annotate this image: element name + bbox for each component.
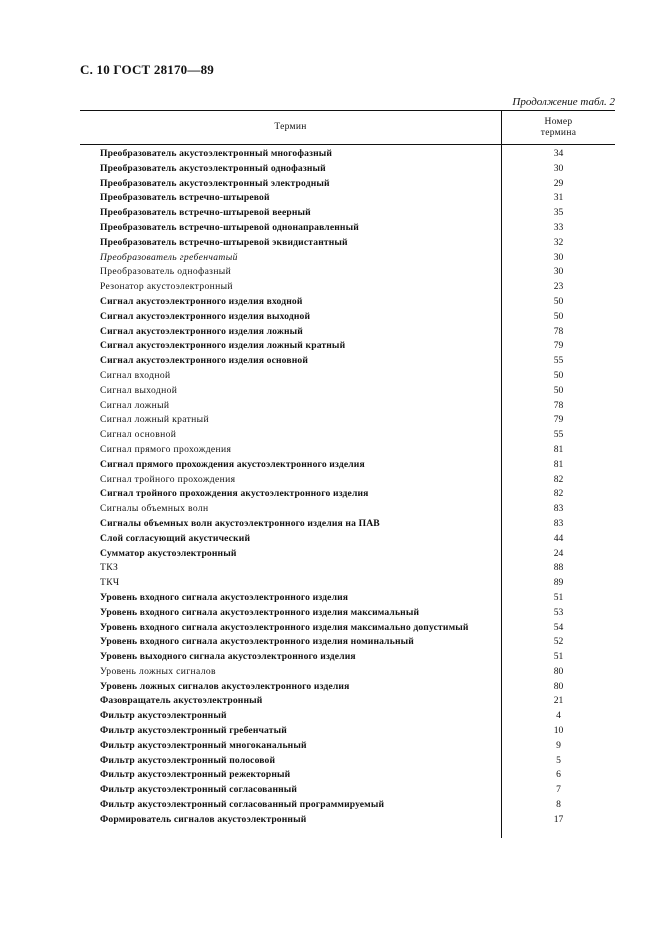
table-row: [80, 339, 615, 354]
term-number: 21: [553, 695, 564, 707]
term-text: Сигналы объемных волн: [100, 503, 209, 515]
table-row: [80, 532, 615, 547]
term-number: 82: [553, 488, 564, 500]
table-row: [80, 606, 615, 621]
term-text: Фильтр акустоэлектронный гребенчатый: [100, 725, 287, 737]
term-number: 89: [553, 577, 564, 589]
table-row: [80, 473, 615, 488]
term-number: 50: [553, 295, 564, 307]
table-row: [80, 813, 615, 828]
term-number: 30: [553, 251, 564, 263]
term-number: 5: [556, 754, 561, 766]
term-number: 80: [553, 665, 564, 677]
term-number: 78: [553, 325, 564, 337]
term-text: Уровень входного сигнала акустоэлектронного изделия номинальный: [100, 636, 414, 648]
term-text: Преобразователь встречно-штыревой эквидистантный: [100, 236, 348, 248]
table-row: [80, 783, 615, 798]
table-row: [80, 591, 615, 606]
table-continuation-label: Продолжение табл. 2: [512, 96, 615, 108]
table-row: [80, 694, 615, 709]
table-row: [80, 191, 615, 206]
term-text: Сигнал прямого прохождения акустоэлектронного изделия: [100, 458, 365, 470]
term-text: Сигнал акустоэлектронного изделия ложный: [100, 325, 303, 337]
term-number: 8: [556, 799, 561, 811]
term-text: Сигнал основной: [100, 429, 177, 441]
term-text: Фильтр акустоэлектронный согласованный программируемый: [100, 799, 385, 811]
column-header-number: [502, 112, 615, 144]
term-text: Преобразователь встречно-штыревой однонаправленный: [100, 221, 359, 233]
table-row: [80, 635, 615, 650]
term-text: Уровень ложных сигналов: [100, 665, 216, 677]
table-row: [80, 517, 615, 532]
term-text: Преобразователь гребенчатый: [100, 251, 238, 263]
table-row: [80, 502, 615, 517]
table-row: [80, 177, 615, 192]
term-text: Сигнал тройного прохождения акустоэлектронного изделия: [100, 488, 369, 500]
table-row: [80, 354, 615, 369]
term-number: 55: [553, 429, 564, 441]
term-number: 30: [553, 162, 564, 174]
term-number: 50: [553, 310, 564, 322]
term-text: Преобразователь акустоэлектронный электродный: [100, 177, 330, 189]
term-number: 51: [553, 651, 564, 663]
table-row: [80, 428, 615, 443]
table-row: [80, 147, 615, 162]
term-text: Сигнал акустоэлектронного изделия входной: [100, 295, 303, 307]
term-text: ТКЗ: [100, 562, 119, 574]
term-number: 81: [553, 458, 564, 470]
table-row: [80, 458, 615, 473]
term-text: Уровень входного сигнала акустоэлектронного изделия максимальный: [100, 606, 420, 618]
term-number: 81: [553, 443, 564, 455]
table-row: [80, 325, 615, 340]
term-text: Сигнал ложный: [100, 399, 170, 411]
term-text: Сигнал входной: [100, 369, 171, 381]
term-text: Преобразователь встречно-штыревой: [100, 192, 270, 204]
term-number: 80: [553, 680, 564, 692]
table-row: [80, 680, 615, 695]
column-header-term: Термин: [274, 122, 307, 132]
term-number: 78: [553, 399, 564, 411]
table-row: [80, 561, 615, 576]
table-row: [80, 665, 615, 680]
terms-table: [80, 110, 615, 838]
term-text: Уровень входного сигнала акустоэлектронного изделия: [100, 591, 349, 603]
table-row: [80, 739, 615, 754]
term-number: 4: [556, 710, 561, 722]
term-text: Фазовращатель акустоэлектронный: [100, 695, 263, 707]
term-number: 83: [553, 503, 564, 515]
term-text: Сигнал акустоэлектронного изделия выходной: [100, 310, 311, 322]
term-number: 23: [553, 281, 564, 293]
table-row: [80, 280, 615, 295]
term-text: Сигнал прямого прохождения: [100, 443, 232, 455]
table-row: [80, 621, 615, 636]
term-text: Фильтр акустоэлектронный режекторный: [100, 769, 291, 781]
table-row: [80, 399, 615, 414]
term-number: 50: [553, 384, 564, 396]
term-number: 7: [556, 784, 561, 796]
term-number: 55: [553, 355, 564, 367]
term-text: Сигнал ложный кратный: [100, 414, 209, 426]
table-row: [80, 162, 615, 177]
term-number: 10: [553, 725, 564, 737]
term-text: Фильтр акустоэлектронный полосовой: [100, 754, 276, 766]
table-row: [80, 724, 615, 739]
term-number: 34: [553, 148, 564, 159]
table-row: [80, 576, 615, 591]
term-number: 31: [553, 192, 564, 204]
table-row: [80, 768, 615, 783]
table-row: [80, 265, 615, 280]
term-number: 29: [553, 177, 564, 189]
term-number: 44: [553, 532, 564, 544]
term-text: Преобразователь акустоэлектронный многофазный: [100, 148, 333, 159]
term-number: 33: [553, 221, 564, 233]
term-number: 32: [553, 236, 564, 248]
term-text: Сигнал выходной: [100, 384, 178, 396]
term-number: 79: [553, 414, 564, 426]
column-header-number-line1: Номер: [544, 117, 573, 127]
term-text: Формирователь сигналов акустоэлектронный: [100, 813, 307, 825]
table-row: [80, 221, 615, 236]
term-text: Уровень ложных сигналов акустоэлектронного изделия: [100, 680, 350, 692]
table-body: [80, 147, 615, 828]
table-row: [80, 369, 615, 384]
term-text: Преобразователь акустоэлектронный однофазный: [100, 162, 326, 174]
term-text: Сигналы объемных волн акустоэлектронного изделия на ПАВ: [100, 517, 380, 529]
term-text: Фильтр акустоэлектронный многоканальный: [100, 739, 307, 751]
table-row: [80, 295, 615, 310]
term-text: Фильтр акустоэлектронный: [100, 710, 227, 722]
term-text: ТКЧ: [100, 577, 120, 589]
term-number: 83: [553, 517, 564, 529]
term-number: 88: [553, 562, 564, 574]
term-number: 52: [553, 636, 564, 648]
term-text: Сигнал тройного прохождения: [100, 473, 236, 485]
term-text: Уровень входного сигнала акустоэлектронного изделия максимально допустимый: [100, 621, 469, 633]
table-row: [80, 547, 615, 562]
table-row: [80, 709, 615, 724]
table-row: [80, 384, 615, 399]
table-row: [80, 650, 615, 665]
page-header: С. 10 ГОСТ 28170—89: [80, 62, 214, 77]
term-number: 82: [553, 473, 564, 485]
term-text: Резонатор акустоэлектронный: [100, 281, 233, 293]
term-number: 35: [553, 207, 564, 219]
term-number: 79: [553, 340, 564, 352]
table-row: [80, 487, 615, 502]
term-text: Преобразователь однофазный: [100, 266, 232, 278]
table-row: [80, 236, 615, 251]
term-number: 24: [553, 547, 564, 559]
term-text: Сигнал акустоэлектронного изделия основной: [100, 355, 309, 367]
term-number: 6: [556, 769, 561, 781]
term-text: Слой согласующий акустический: [100, 532, 251, 544]
term-number: 30: [553, 266, 564, 278]
term-number: 50: [553, 369, 564, 381]
term-number: 9: [556, 739, 561, 751]
term-number: 17: [553, 813, 564, 825]
term-text: Сумматор акустоэлектронный: [100, 547, 237, 559]
term-text: Сигнал акустоэлектронного изделия ложный кратный: [100, 340, 346, 352]
column-header-number-line2: термина: [540, 128, 577, 138]
table-header-rule: [80, 144, 615, 145]
term-text: Преобразователь встречно-штыревой веерный: [100, 207, 311, 219]
term-text: Уровень выходного сигнала акустоэлектронного изделия: [100, 651, 356, 663]
term-number: 51: [553, 591, 564, 603]
table-row: [80, 310, 615, 325]
term-text: Фильтр акустоэлектронный согласованный: [100, 784, 298, 796]
table-row: [80, 443, 615, 458]
term-number: 54: [553, 621, 564, 633]
table-row: [80, 754, 615, 769]
table-row: [80, 413, 615, 428]
table-row: [80, 251, 615, 266]
term-number: 53: [553, 606, 564, 618]
table-row: [80, 206, 615, 221]
table-row: [80, 798, 615, 813]
